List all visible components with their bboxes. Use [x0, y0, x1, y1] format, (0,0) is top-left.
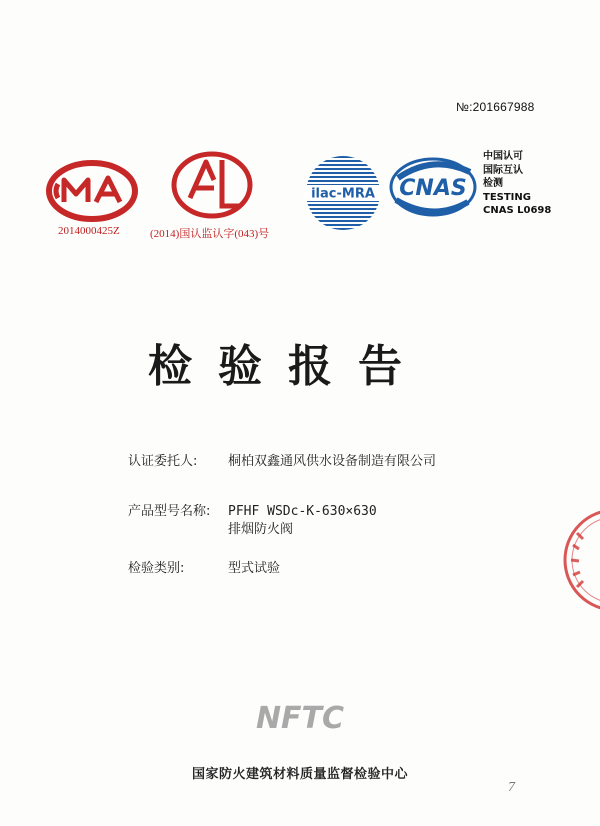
- issuing-center-name: 国家防火建筑材料质量监督检验中心: [191, 767, 408, 782]
- cnas-line: TESTING: [483, 191, 531, 203]
- cnas-line: 中国认可: [483, 151, 523, 162]
- inspection-type-field: [128, 560, 280, 578]
- product-label: 产品型号名称:: [128, 504, 211, 519]
- product-field: [128, 503, 377, 539]
- cnas-line: CNAS L0698: [483, 205, 552, 216]
- cnas-logo: [388, 156, 478, 218]
- ilac-mra-logo: [302, 152, 384, 234]
- cma-logo: [46, 160, 138, 222]
- inspection-type-value: 型式试验: [228, 561, 281, 576]
- handwritten-page-mark: 7: [508, 780, 515, 795]
- product-value: [228, 503, 377, 539]
- client-field: [128, 453, 436, 471]
- svg-text:ilac-MRA: ilac-MRA: [311, 186, 375, 202]
- product-name: 排烟防火阀: [228, 522, 294, 537]
- cnas-accreditation-text: [483, 150, 551, 218]
- nftc-logo: [238, 700, 362, 734]
- cnas-line: 检测: [483, 178, 503, 189]
- cal-caption: (2014)国认监认字(043)号: [150, 228, 270, 240]
- cnas-line: 国际互认: [483, 164, 523, 176]
- cma-code: 2014000425Z: [58, 225, 120, 237]
- client-label: 认证委托人:: [128, 454, 198, 469]
- report-title: 检验报告: [148, 341, 428, 392]
- product-model: PFHF WSDc-K-630×630: [228, 504, 377, 519]
- inspection-type-label: 检验类别:: [128, 561, 185, 576]
- svg-text:NFTC: NFTC: [255, 701, 345, 734]
- client-value: 桐柏双鑫通风供水设备制造有限公司: [228, 454, 437, 469]
- cal-logo: [168, 150, 256, 220]
- report-number: №:201667988: [456, 100, 535, 114]
- official-seal-stamp: [555, 505, 600, 615]
- svg-text:CNAS: CNAS: [399, 176, 467, 201]
